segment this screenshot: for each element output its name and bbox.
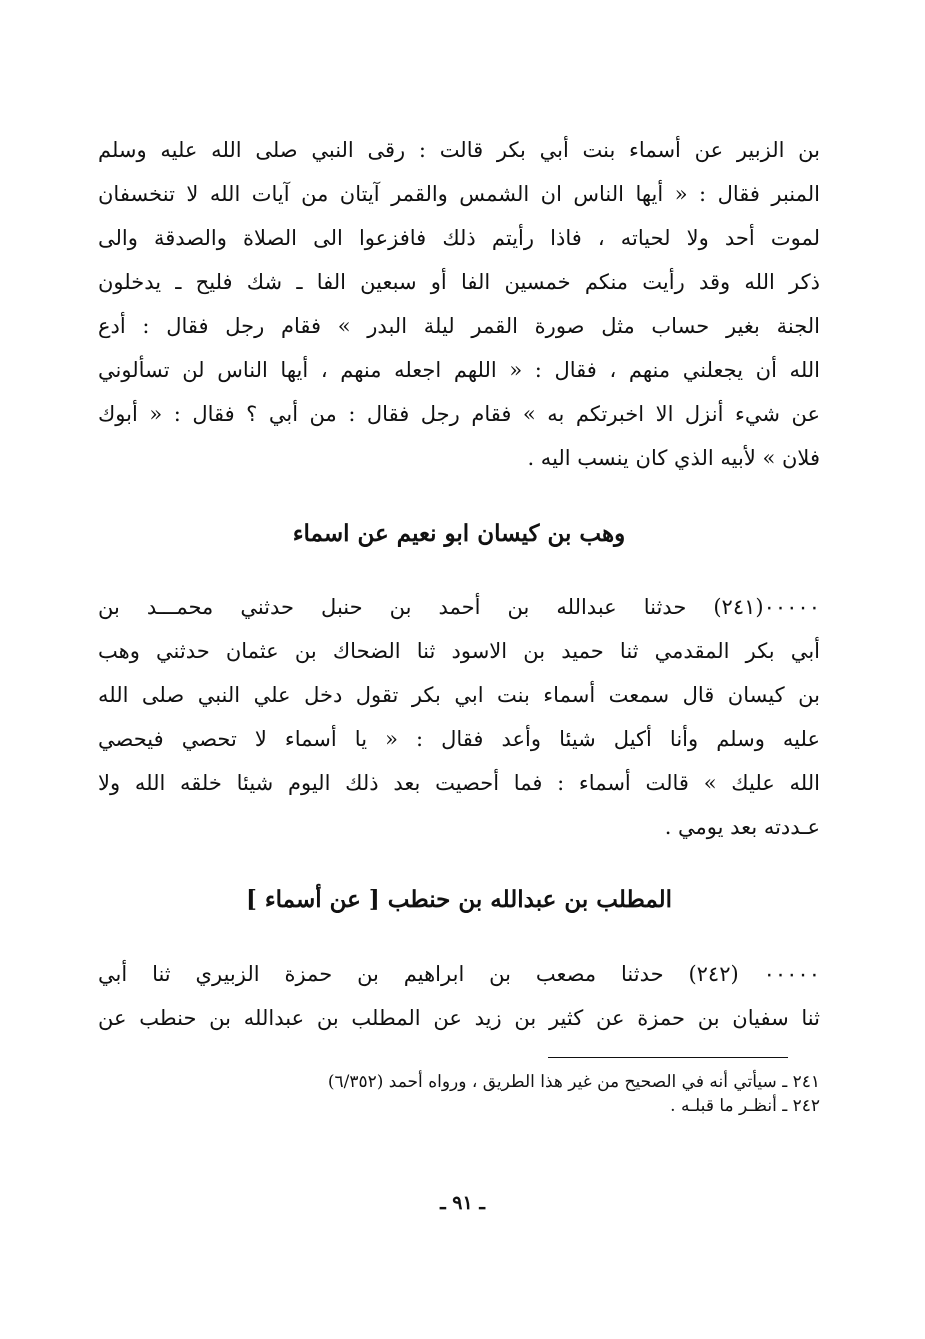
text-line: ٠٠٠٠٠(٢٤١) حدثنا عبدالله بن أحمد بن حنبل حدثني محمـــد بن <box>98 595 820 619</box>
text-line: بن الزبير عن أسماء بنت أبي بكر قالت : رقى النبي صلى الله عليه وسلم <box>98 138 820 162</box>
text-line: الله عليك » قالت أسماء : فما أحصيت بعد ذلك اليوم شيئا خلقه الله ولا <box>98 771 820 795</box>
section-heading-1: وهب بن كيسان ابو نعيم عن اسماء <box>292 520 626 547</box>
text-line: بن كيسان قال سمعت أسماء بنت ابي بكر تقول دخل علي النبي صلى الله <box>98 683 820 707</box>
paragraph-3 <box>98 952 820 1040</box>
text-line: الله أن يجعلني منهم ، فقال : « اللهم اجعله منهم ، أيها الناس لن تسألوني <box>98 358 820 382</box>
text-line: عن شيء أنزل الا اخبرتكم به » فقام رجل فقال : من أبي ؟ فقال : « أبوك <box>98 402 820 426</box>
footnote: ٢٤٢ ـ أنظـر ما قبلـه . <box>670 1096 820 1116</box>
footnote-divider <box>548 1057 788 1058</box>
text-line: ذكر الله وقد رأيت منكم خمسين الفا أو سبعين الفا ـ شك فليح ـ يدخلون <box>98 270 820 294</box>
text-line: المنبر فقال : « أيها الناس ان الشمس والقمر آيتان من آيات الله لا تنخسفان <box>98 182 820 206</box>
text-line: لموت أحد ولا لحياته ، فاذا رأيتم ذلك فافزعوا الى الصلاة والصدقة والى <box>98 226 820 250</box>
text-line: عليه وسلم وأنا أكيل شيئا وأعد فقال : « يا أسماء لا تحصي فيحصي <box>98 727 820 751</box>
footnote: ٢٤١ ـ سيأتي أنه في الصحيح من غير هذا الطريق ، ورواه أحمد (٦/٣٥٢) <box>327 1072 820 1092</box>
text-line: أبي بكر المقدمي ثنا حميد بن الاسود ثنا الضحاك بن عثمان حدثني وهب <box>98 639 820 663</box>
text-line: ثنا سفيان بن حمزة عن كثير بن زيد عن المطلب بن عبدالله بن حنطب عن <box>98 1006 820 1030</box>
text-line: فلان » لأبيه الذي كان ينسب اليه . <box>527 446 820 470</box>
page-number: ـ ٩١ ـ <box>440 1192 485 1214</box>
paragraph-2 <box>98 585 820 849</box>
footnotes <box>98 1070 820 1118</box>
paragraph-1 <box>98 128 820 480</box>
section-heading-2: المطلب بن عبدالله بن حنطب [ عن أسماء ] <box>245 886 673 913</box>
text-line: عـددته بعد يومي . <box>664 815 820 839</box>
text-line: ٠٠٠٠٠ (٢٤٢) حدثنا مصعب بن ابراهيم بن حمزة الزبيري ثنا أبي <box>98 962 820 986</box>
text-line: الجنة بغير حساب مثل صورة القمر ليلة البدر » فقام رجل فقال : أدع <box>98 314 820 338</box>
